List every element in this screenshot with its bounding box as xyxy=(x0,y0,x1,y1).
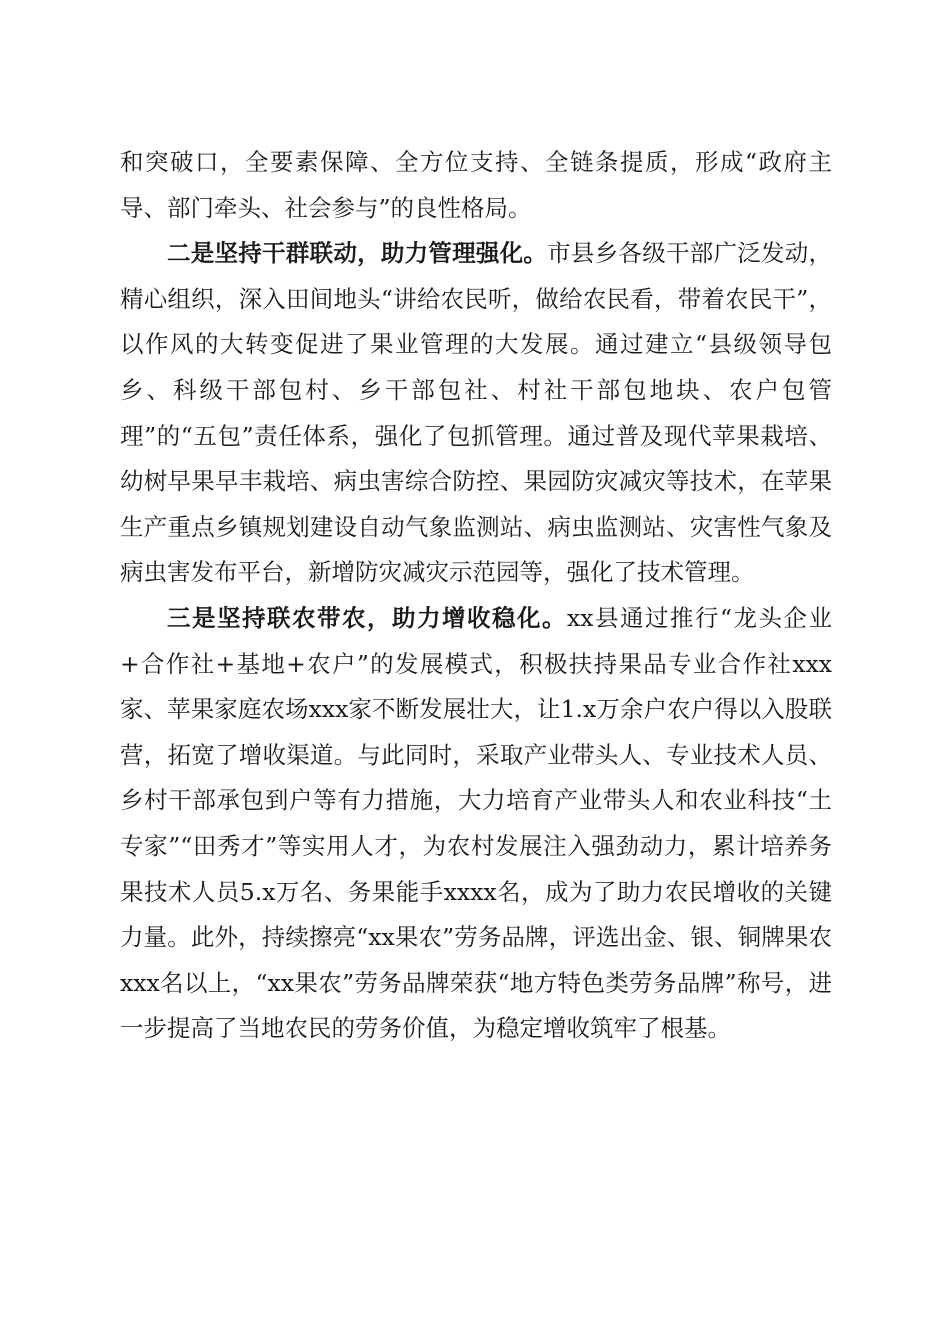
paragraph-3-text: xx县通过推行“龙头企业+合作社+基地+农户”的发展模式，积极扶持果品专业合作社xxx家、苹果家庭农场xxx家不断发展壮大，让1.x万余户农户得以入股联营，拓宽了增收渠道。与此同时，采取产业带头人、专业技术人员、乡村干部承包到户等有力措施，大力培育产业带头人和农业科技“土专家”“田秀才”等实用人才，为农村发展注入强劲动力，累计培养务果技术人员5.x万名、务果能手xxxx名，成为了助力农民增收的关键力量。此外，持续擦亮“xx果农”劳务品牌，评选出金、银、铜牌果农xxx名以上，“xx果农”劳务品牌荣获“地方特色类劳务品牌”称号，进一步提高了当地农民的劳务价值，为稳定增收筑牢了根基。 xyxy=(120,603,832,1043)
paragraph-2 xyxy=(120,231,832,596)
paragraph-2-text: 市县乡各级干部广泛发动，精心组织，深入田间地头“讲给农民听，做给农民看，带着农民干”，以作风的大转变促进了果业管理的大发展。通过建立“县级领导包乡、科级干部包村、乡干部包社、村社干部包地块、农户包管理”的“五包”责任体系，强化了包抓管理。通过普及现代苹果栽培、幼树早果早丰栽培、病虫害综合防控、果园防灾减灾等技术，在苹果生产重点乡镇规划建设自动气象监测站、病虫监测站、灾害性气象及病虫害发布平台，新增防灾减灾示范园等，强化了技术管理。 xyxy=(120,239,833,587)
paragraph-2-heading: 二是坚持干群联动，助力管理强化。 xyxy=(167,239,548,268)
paragraph-1-text: 和突破口，全要素保障、全方位支持、全链条提质，形成“政府主导、部门牵头、社会参与”的良性格局。 xyxy=(120,148,832,222)
document-body xyxy=(120,140,832,1052)
paragraph-3 xyxy=(120,596,832,1052)
paragraph-1 xyxy=(120,140,832,231)
paragraph-3-heading: 三是坚持联农带农，助力增收稳化。 xyxy=(167,603,567,632)
